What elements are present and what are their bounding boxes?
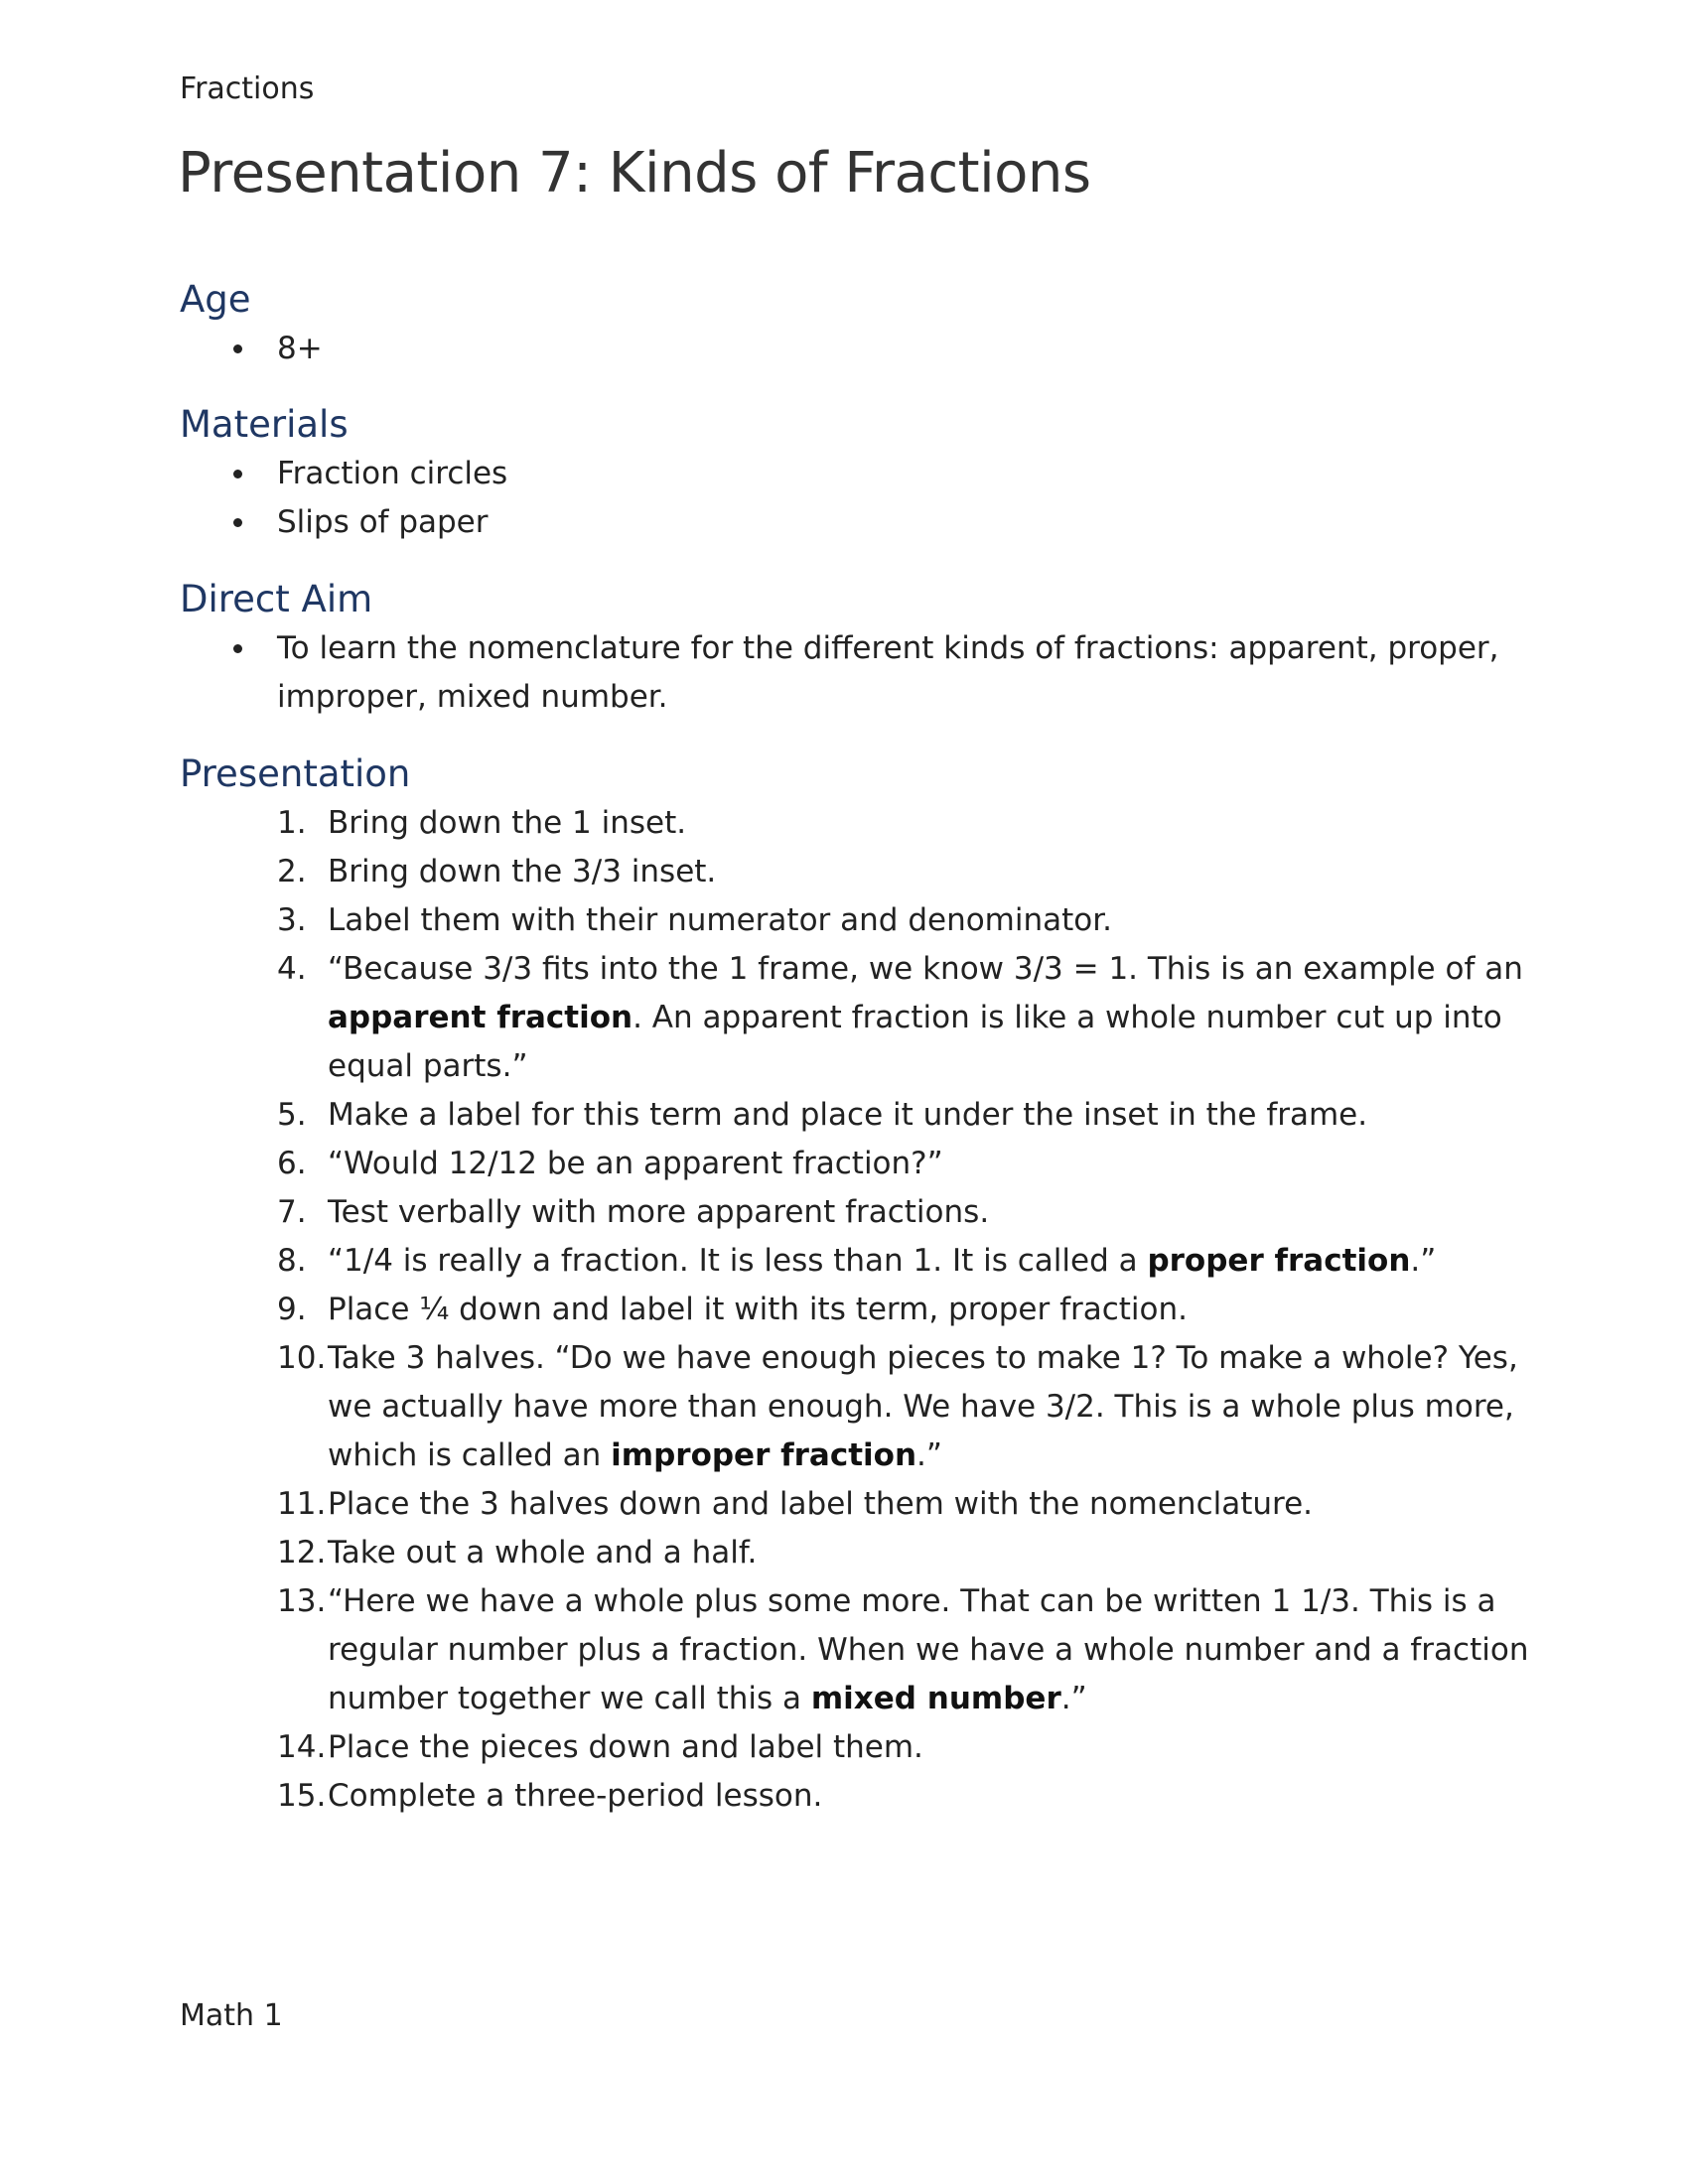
bullet-icon xyxy=(233,518,242,527)
step-text: Place the 3 halves down and label them with the nomenclature. xyxy=(328,1486,1314,1522)
running-footer: Math 1 xyxy=(180,1998,283,2033)
page-title: Presentation 7: Kinds of Fractions xyxy=(178,141,1091,205)
list-item-text: 8+ xyxy=(277,331,323,366)
step-text: Bring down the 3/3 inset. xyxy=(328,854,717,889)
step-number: 8. xyxy=(277,1243,307,1279)
step-text-tail: .” xyxy=(916,1437,942,1473)
step-item xyxy=(180,1091,1550,1140)
step-item xyxy=(180,896,1550,945)
step-item xyxy=(180,1480,1550,1529)
list-item-text: Fraction circles xyxy=(277,456,508,491)
step-term: mixed number xyxy=(810,1681,1061,1716)
step-number: 10. xyxy=(277,1340,327,1376)
step-number: 9. xyxy=(277,1292,307,1327)
section-materials xyxy=(180,400,1550,547)
section-presentation xyxy=(180,750,1550,1821)
step-text: Take 3 halves. “Do we have enough pieces to make 1? To make a whole? Yes, we actually have more than enough. We have 3/2. This is a whole plus more, which is called an xyxy=(328,1340,1518,1473)
step-term: improper fraction xyxy=(611,1437,917,1473)
list-item-text: To learn the nomenclature for the different kinds of fractions: apparent, proper, improper, mixed number. xyxy=(277,630,1499,715)
step-number: 6. xyxy=(277,1146,307,1181)
presentation-steps xyxy=(180,799,1550,1821)
step-item xyxy=(180,1723,1550,1772)
running-header: Fractions xyxy=(180,71,315,106)
step-text: Place the pieces down and label them. xyxy=(328,1729,923,1765)
step-item xyxy=(180,945,1550,1091)
list-item xyxy=(180,325,1550,373)
step-text: Bring down the 1 inset. xyxy=(328,805,687,841)
step-item xyxy=(180,848,1550,896)
list-item-text: Slips of paper xyxy=(277,504,489,540)
step-number: 7. xyxy=(277,1194,307,1230)
section-heading-presentation: Presentation xyxy=(180,752,411,795)
step-text: Test verbally with more apparent fractions. xyxy=(328,1194,990,1230)
list-item xyxy=(180,450,1550,498)
step-number: 13. xyxy=(277,1583,327,1619)
step-text-tail: .” xyxy=(1060,1681,1087,1716)
step-term: proper fraction xyxy=(1147,1243,1411,1279)
step-item xyxy=(180,1140,1550,1188)
step-item xyxy=(180,1188,1550,1237)
step-number: 5. xyxy=(277,1097,307,1133)
step-number: 15. xyxy=(277,1778,327,1814)
bullet-icon xyxy=(233,344,242,353)
section-age xyxy=(180,275,1550,373)
bullet-icon xyxy=(233,470,242,478)
step-item xyxy=(180,1286,1550,1334)
section-heading-age: Age xyxy=(180,278,251,321)
step-number: 1. xyxy=(277,805,307,841)
step-text: “Would 12/12 be an apparent fraction?” xyxy=(328,1146,943,1181)
step-text: Take out a whole and a half. xyxy=(328,1535,758,1570)
step-item xyxy=(180,799,1550,848)
step-text: Make a label for this term and place it under the inset in the frame. xyxy=(328,1097,1368,1133)
step-item xyxy=(180,1334,1550,1480)
step-item xyxy=(180,1529,1550,1577)
materials-list xyxy=(180,450,1550,547)
age-list xyxy=(180,325,1550,373)
step-text-tail: .” xyxy=(1410,1243,1437,1279)
step-term: apparent fraction xyxy=(328,1000,633,1035)
step-text-tail: . An apparent fraction is like a whole number cut up into equal parts.” xyxy=(328,1000,1502,1084)
list-item xyxy=(180,624,1550,722)
step-text: “1/4 is really a fraction. It is less than 1. It is called a xyxy=(328,1243,1148,1279)
step-number: 4. xyxy=(277,951,307,987)
bullet-icon xyxy=(233,644,242,653)
step-number: 3. xyxy=(277,902,307,938)
step-item xyxy=(180,1237,1550,1286)
step-number: 2. xyxy=(277,854,307,889)
section-direct-aim xyxy=(180,575,1550,722)
step-item xyxy=(180,1772,1550,1821)
step-text: Place ¼ down and label it with its term, proper fraction. xyxy=(328,1292,1189,1327)
step-item xyxy=(180,1577,1550,1723)
step-number: 11. xyxy=(277,1486,327,1522)
step-number: 14. xyxy=(277,1729,327,1765)
step-text: Complete a three-period lesson. xyxy=(328,1778,823,1814)
step-text: Label them with their numerator and denominator. xyxy=(328,902,1113,938)
section-heading-direct-aim: Direct Aim xyxy=(180,578,373,620)
step-text: “Because 3/3 fits into the 1 frame, we know 3/3 = 1. This is an example of an xyxy=(328,951,1523,987)
direct-aim-list xyxy=(180,624,1550,722)
list-item xyxy=(180,498,1550,547)
step-text: “Here we have a whole plus some more. That can be written 1 1/3. This is a regular number plus a fraction. When we have a whole number and a fraction number together we call this a xyxy=(328,1583,1529,1716)
step-number: 12. xyxy=(277,1535,327,1570)
section-heading-materials: Materials xyxy=(180,403,349,446)
